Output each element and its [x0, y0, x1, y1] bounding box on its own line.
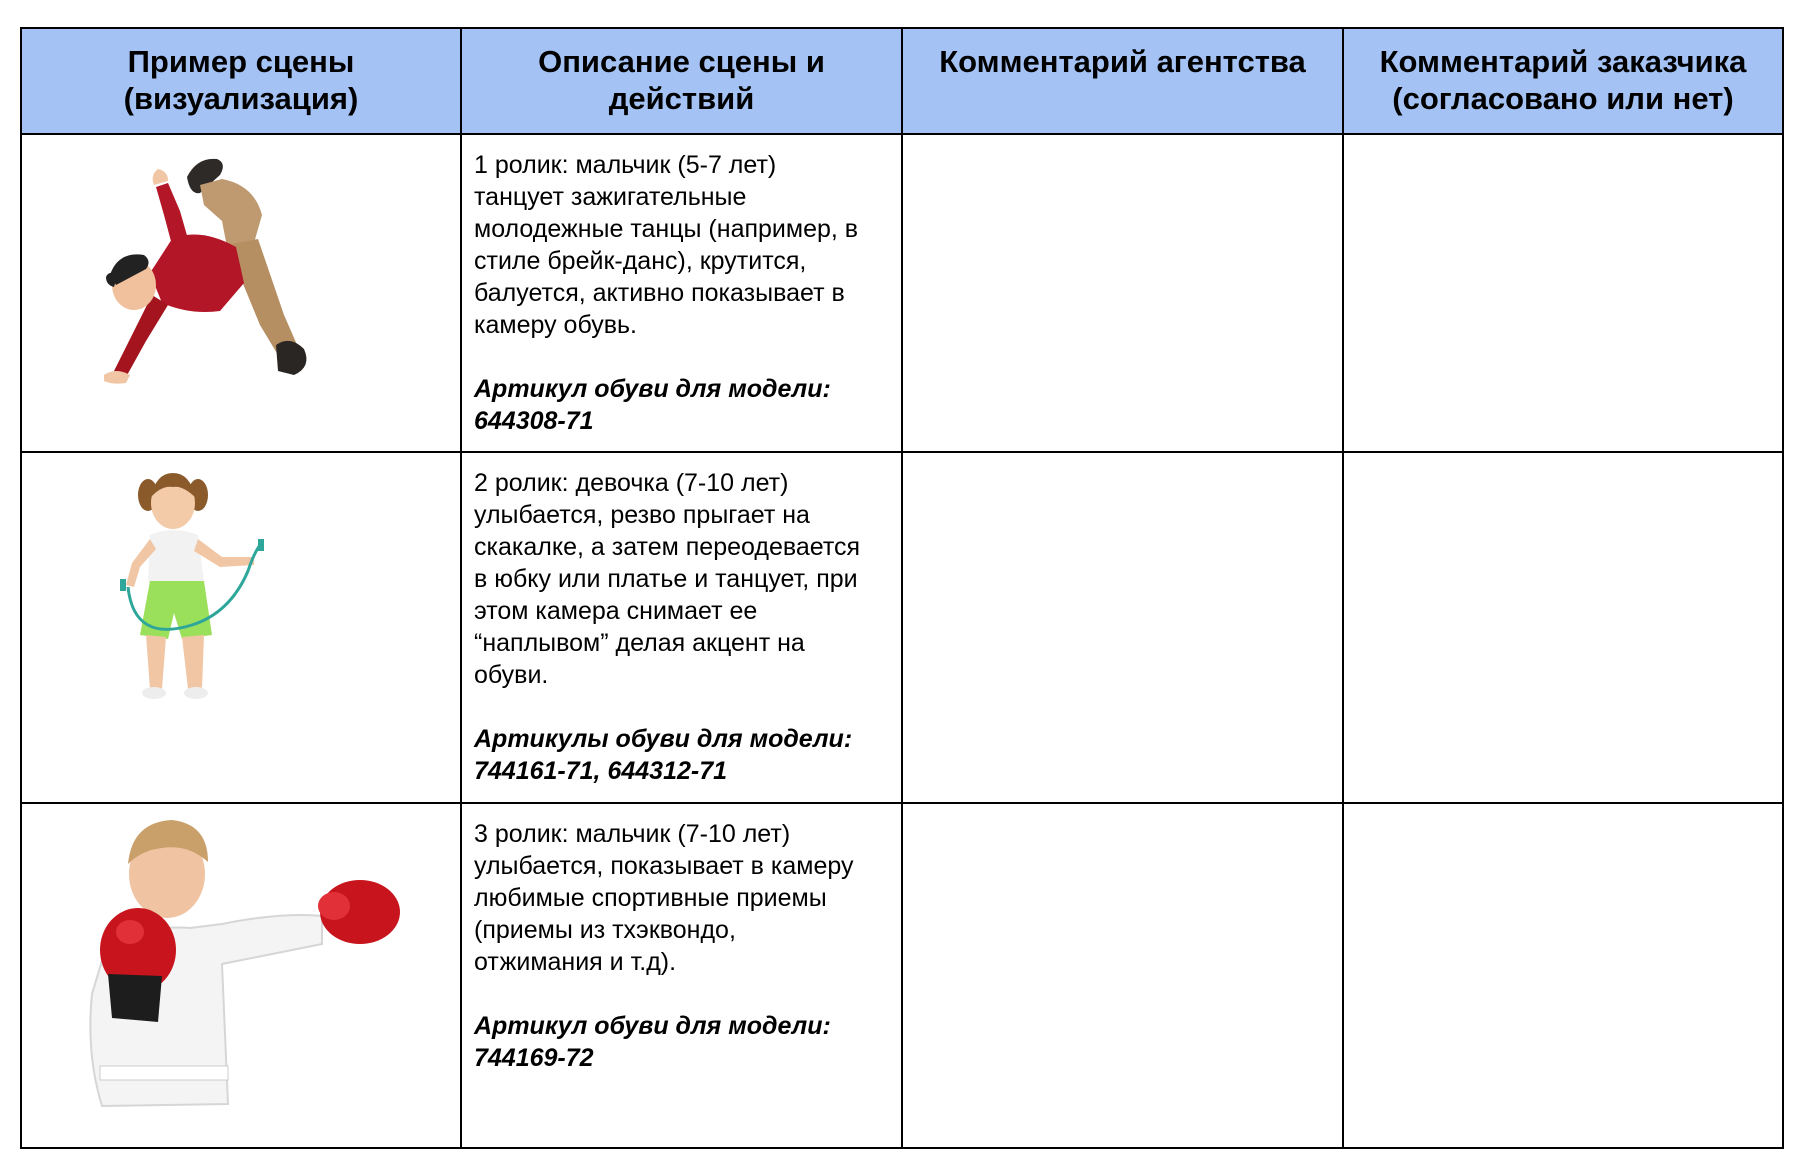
header-agency-comment: [903, 29, 1344, 135]
description-line: улыбается, резво прыгает на: [474, 501, 810, 529]
client-comment-cell[interactable]: [1344, 804, 1782, 1147]
client-comment-cell[interactable]: [1344, 135, 1782, 453]
article-label: Артикул обуви для модели:: [474, 1012, 831, 1040]
paragraph-gap: [474, 341, 889, 373]
description-line: этом камера снимает ее: [474, 597, 758, 625]
header-line: (визуализация): [123, 81, 359, 116]
article-number: 744169-72: [474, 1044, 594, 1072]
boy-boxing-gloves-image: [22, 804, 460, 1145]
header-line: действий: [608, 81, 755, 116]
header-line: Пример сцены: [127, 44, 355, 79]
article-label: Артикулы обуви для модели:: [474, 725, 853, 753]
description-line: скакалке, а затем переодевается: [474, 533, 861, 561]
agency-comment-cell[interactable]: [903, 453, 1344, 804]
description-line: отжимания и т.д).: [474, 948, 677, 976]
description-line: 2 ролик: девочка (7-10 лет): [474, 469, 789, 497]
client-comment-cell[interactable]: [1344, 453, 1782, 804]
description-line: молодежные танцы (например, в: [474, 215, 859, 243]
header-scene-example: [22, 29, 462, 135]
scene-image-cell: [22, 804, 462, 1147]
agency-comment-cell[interactable]: [903, 135, 1344, 453]
scene-image-cell: [22, 135, 462, 453]
article-number: 744161-71, 644312-71: [474, 757, 728, 785]
description-line: стиле брейк-данс), крутится,: [474, 247, 807, 275]
breakdancing-boy-image: [22, 135, 460, 451]
header-line: Описание сцены и: [538, 44, 825, 79]
scene-image-cell: [22, 453, 462, 804]
header-line: Комментарий агентства: [939, 44, 1306, 79]
scene-description-cell: [462, 135, 903, 453]
description-line: “наплывом” делая акцент на: [474, 629, 805, 657]
description-line: обуви.: [474, 661, 549, 689]
description-line: в юбку или платье и танцует, при: [474, 565, 858, 593]
description-line: 3 ролик: мальчик (7-10 лет): [474, 820, 791, 848]
description-line: танцует зажигательные: [474, 183, 747, 211]
scene-table: [20, 27, 1784, 1149]
article-label: Артикул обуви для модели:: [474, 375, 831, 403]
header-scene-description: [462, 29, 903, 135]
paragraph-gap: [474, 691, 889, 723]
description-line: балуется, активно показывает в: [474, 279, 845, 307]
agency-comment-cell[interactable]: [903, 804, 1344, 1147]
paragraph-gap: [474, 978, 889, 1010]
description-line: 1 ролик: мальчик (5-7 лет): [474, 151, 777, 179]
description-line: камеру обувь.: [474, 311, 637, 339]
header-line: Комментарий заказчика: [1379, 44, 1747, 79]
girl-jump-rope-image: [22, 453, 460, 802]
article-number: 644308-71: [474, 407, 594, 435]
header-client-comment: [1344, 29, 1782, 135]
header-line: (согласовано или нет): [1392, 81, 1734, 116]
description-line: (приемы из тхэквондо,: [474, 916, 736, 944]
description-line: любимые спортивные приемы: [474, 884, 827, 912]
scene-description-cell: [462, 453, 903, 804]
description-line: улыбается, показывает в камеру: [474, 852, 854, 880]
scene-description-cell: [462, 804, 903, 1147]
